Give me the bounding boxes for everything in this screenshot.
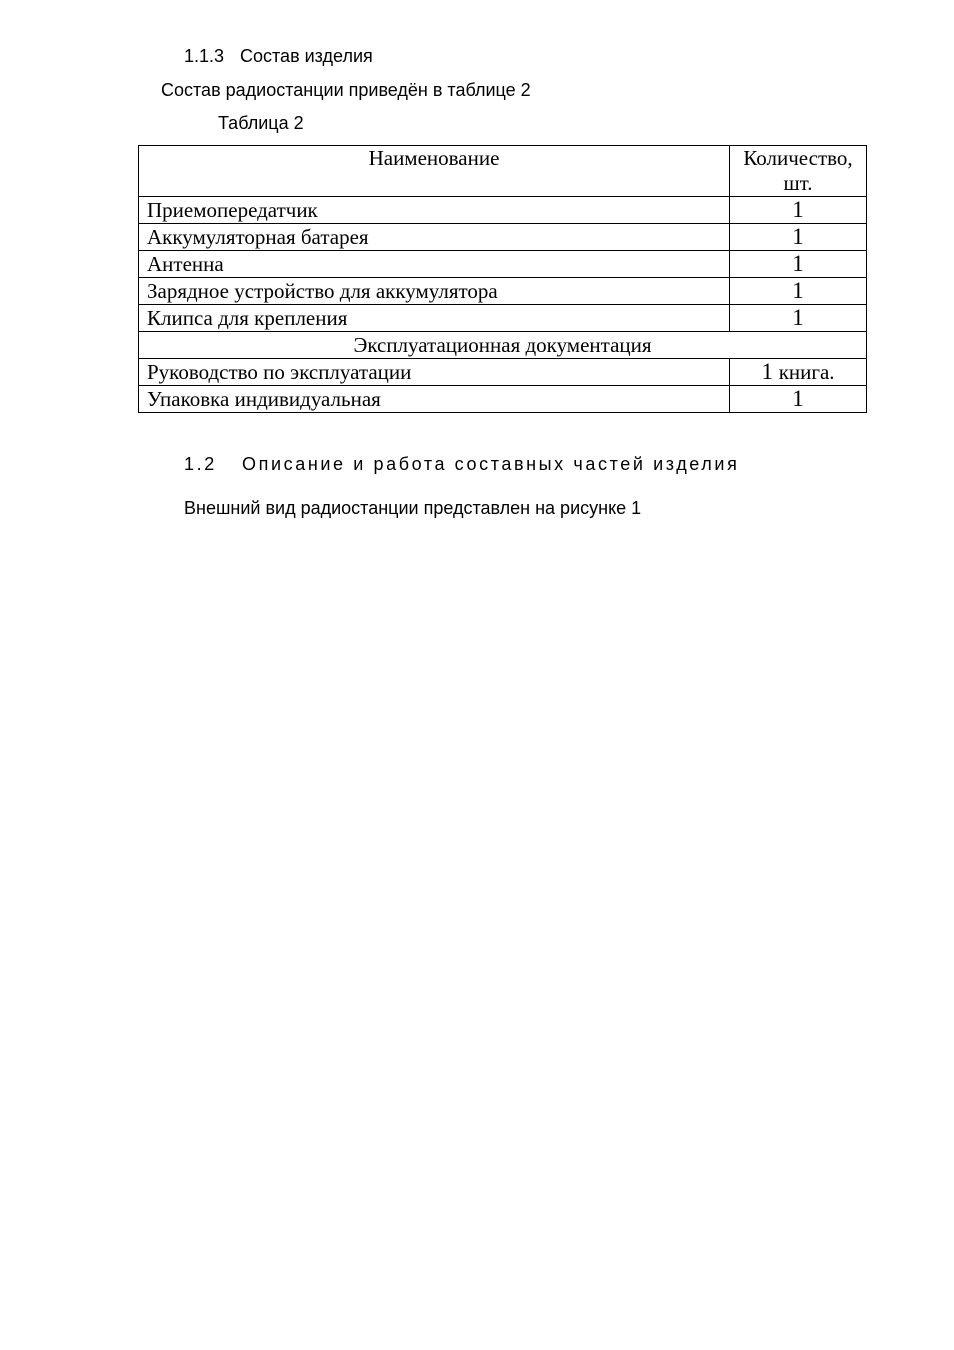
- row-quantity: 1: [730, 386, 867, 413]
- section-number: 1.1.3: [184, 46, 225, 66]
- row-quantity: 1: [730, 224, 867, 251]
- row-name: Упаковка индивидуальная: [139, 386, 730, 413]
- table-row: [139, 386, 867, 413]
- section-title: Описание и работа составных частей изделия: [242, 454, 740, 474]
- section-heading-1-2: [184, 453, 739, 475]
- section-heading-1-1-3: [184, 45, 373, 67]
- table-row: [139, 224, 867, 251]
- row-name: Антенна: [139, 251, 730, 278]
- row-name: Аккумуляторная батарея: [139, 224, 730, 251]
- row-quantity: 1: [761, 359, 773, 384]
- figure-reference-paragraph: Внешний вид радиостанции представлен на рисунке 1: [184, 498, 642, 518]
- composition-table: [138, 145, 867, 413]
- header-name: Наименование: [139, 146, 730, 197]
- row-name: Приемопередатчик: [139, 197, 730, 224]
- header-quantity: Количество, шт.: [730, 146, 867, 197]
- row-name: Зарядное устройство для аккумулятора: [139, 278, 730, 305]
- row-quantity: 1: [730, 251, 867, 278]
- table-section-row: [139, 332, 867, 359]
- table-caption: Таблица 2: [218, 113, 304, 133]
- row-quantity: 1: [730, 197, 867, 224]
- row-quantity: 1: [730, 278, 867, 305]
- table-row: [139, 278, 867, 305]
- row-name: Клипса для крепления: [139, 305, 730, 332]
- table-row: [139, 251, 867, 278]
- table-header-row: [139, 146, 867, 197]
- section-number: 1.2: [184, 454, 217, 474]
- row-quantity-cell: [730, 359, 867, 386]
- table-row: [139, 305, 867, 332]
- section-row-label: Эксплуатационная документация: [139, 332, 867, 359]
- section-title: Состав изделия: [240, 46, 373, 66]
- intro-paragraph: Состав радиостанции приведён в таблице 2: [161, 80, 531, 100]
- row-quantity: 1: [730, 305, 867, 332]
- row-name: Руководство по эксплуатации: [139, 359, 730, 386]
- table-row: [139, 197, 867, 224]
- table-row: [139, 359, 867, 386]
- row-quantity-unit: книга.: [778, 360, 835, 384]
